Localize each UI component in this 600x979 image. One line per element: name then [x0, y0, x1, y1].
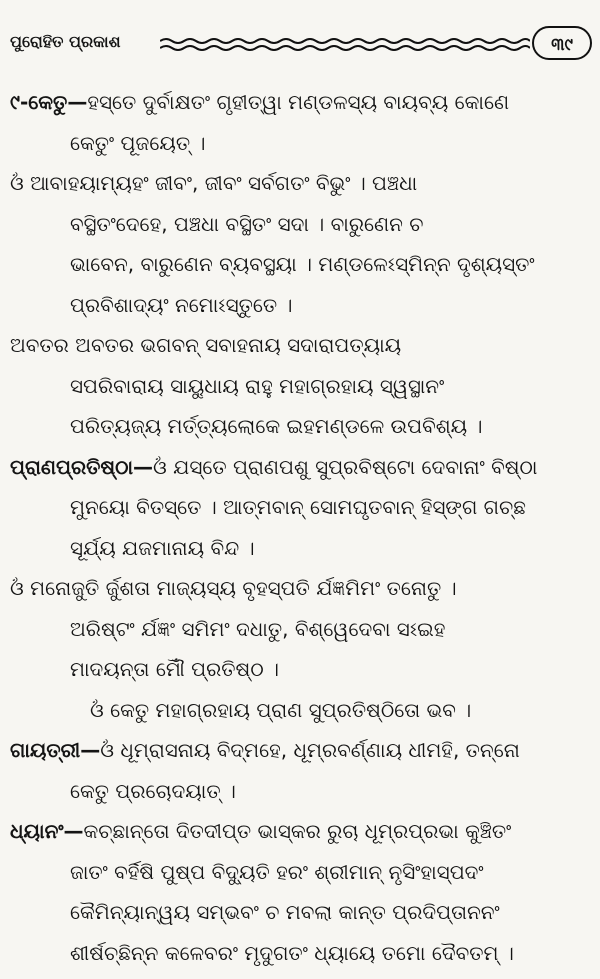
text-line: ସପରିବାରାୟ ସାୟୁଧାୟ ରାହୁ ମହାଗ୍ରହାୟ ସ୍ୱସ୍ଥାନଂ [70, 373, 445, 398]
heading-dash: — [67, 90, 88, 114]
text-line: ଶୀର୍ଷଚ୍ଛିନ୍ନ କଳେବରଂ ମୃଦୁଗତଂ ଧ୍ୟାୟେ ତମୋ ଦୈବତମ୍ । [70, 940, 514, 965]
page-header [10, 26, 592, 66]
text-line: ଓଁ କେତୁ ମହାଗ୍ରହାୟ ପ୍ରାଣ ସୁପ୍ରତିଷ୍ଠିତୋ ଭବ । [90, 697, 472, 722]
text-line [10, 447, 590, 488]
text-line: ଓଁ ଆବାହୟାମ୍ୟହଂ ଜୀବଂ, ଜୀବଂ ସର୍ବଗତଂ ବିଭୁଂ । ପଞ୍ଚଧା [10, 171, 418, 195]
text-segment: ଓଁ ଧୂମ୍ରାସନାୟ ବିଦ୍ମହେ, ଧୂମ୍ରବର୍ଣ୍ଣାୟ ଧୀମହି, ତନ୍ନୋ [100, 738, 520, 762]
running-title: ପୁରୋହିତ ପ୍ରକାଶ [10, 32, 121, 51]
heading-dash: — [80, 738, 101, 762]
text-line: ପରିତ୍ୟଜ୍ୟ ମର୍ତ୍ତ୍ୟଲୋକେ ଇହମଣ୍ଡଳେ ଉପବିଶ୍ୟ । [70, 414, 483, 438]
text-line: ପ୍ରବିଶାଦ୍ୟଂ ନମୋଽସ୍ତୁତେ । [70, 292, 293, 317]
text-line [10, 730, 590, 771]
page-number: ୩୯ [532, 26, 592, 60]
text-line [10, 82, 590, 123]
text-line: ଅବତର ଅବତର ଭଗବନ୍ ସବାହନାୟ ସଦାରାପତ୍ୟାୟ [10, 333, 402, 357]
text-segment: କଚ୍ଛାନ୍ତୋ ଦିତଦୀପ୍ତ ଭାସ୍କର ରୁଚା ଧୂମ୍ରପ୍ରଭା କୁଞ୍ଚିତଂ [83, 819, 512, 843]
text-segment: ଓଁ ଯସ୍ତେ ପ୍ରାଣପଶୁ ସୁପ୍ରବିଷ୍ଟୋ ଦେବାନାଂ ବିଷ୍ଠା [153, 454, 538, 479]
section-heading-gayatri: ଗାୟତ୍ରୀ [10, 738, 81, 762]
text-segment: ହସ୍ତେ ଦୁର୍ବାକ୍ଷତଂ ଗୃହୀତ୍ୱା ମଣ୍ଡଳସ୍ୟ ବାୟବ୍ୟ କୋଣେ [87, 90, 510, 114]
decorative-rule [160, 36, 530, 54]
text-line: ସୂର୍ଯ୍ୟ ଯଜମାନାୟ ବିନ୍ଦ । [70, 535, 255, 560]
text-line: ଭାବେନ, ବାରୁଣେନ ବ୍ୟବସ୍ଥୟା । ମଣ୍ଡଳେଽସ୍ମିନ୍ନ ଦୃଶ୍ୟସ୍ତଂ [70, 252, 535, 276]
text-line: ଅରିଷ୍ଟଂ ର୍ଯଜ୍ଞଂ ସମିମଂ ଦଧାତୁ, ବିଶ୍ୱେଦେବା ସଽଇହ [70, 616, 446, 641]
text-line: ଓଁ ମନୋଜୁତି ର୍ଜୁଶତା ମାଜ୍ୟସ୍ୟ ବୃହସ୍ପତି ର୍ଯଜ୍ଞମିମଂ ତନୋତୁ । [10, 576, 457, 600]
text-line: ମାଦୟନ୍ତା ମୌଁ ପ୍ରତିଷ୍ଠ । [70, 657, 280, 681]
section-heading-prana-pratishtha: ପ୍ରାଣପ୍ରତିଷ୍ଠା [10, 454, 134, 479]
text-line: କେତୁଂ ପୂଜୟେତ୍ । [70, 130, 206, 155]
section-heading-dhyana: ଧ୍ୟାନଂ [10, 819, 64, 843]
text-line: କୈମିନ୍ୟାନ୍ୱୟ ସମ୍ଭବଂ ଚ ମବଲା କାନ୍ତ ପ୍ରଦିପ୍ତାନନଂ [70, 900, 500, 924]
text-line: କେତୁ ପ୍ରଚୋଦୟାତ୍ । [70, 778, 236, 803]
section-heading-ketu: ୯-କେତୁ [10, 90, 68, 114]
text-line [10, 811, 590, 852]
page-body [10, 82, 590, 973]
heading-dash: — [133, 454, 154, 479]
text-line: ବସ୍ଥିତଂଦେହେ, ପଞ୍ଚଧା ବସ୍ଥିତଂ ସଦା । ବାରୁଣେନ ଚ [70, 211, 424, 236]
text-line: ଜାତଂ ବର୍ହିଷି ପୁଷ୍ପ ବିଦ୍ୟୁତି ହରଂ ଶ୍ରୀମାନ୍ ନୃସିଂହାସ୍ପଦଂ [70, 859, 484, 884]
heading-dash: — [63, 819, 84, 843]
text-line: ମୁନୟୋ ବିତସ୍ତେ । ଆତ୍ମବାନ୍ ସୋମଘୃତବାନ୍ ହିସ୍ଙ୍ଗ ଗଚ୍ଛ [70, 495, 526, 519]
